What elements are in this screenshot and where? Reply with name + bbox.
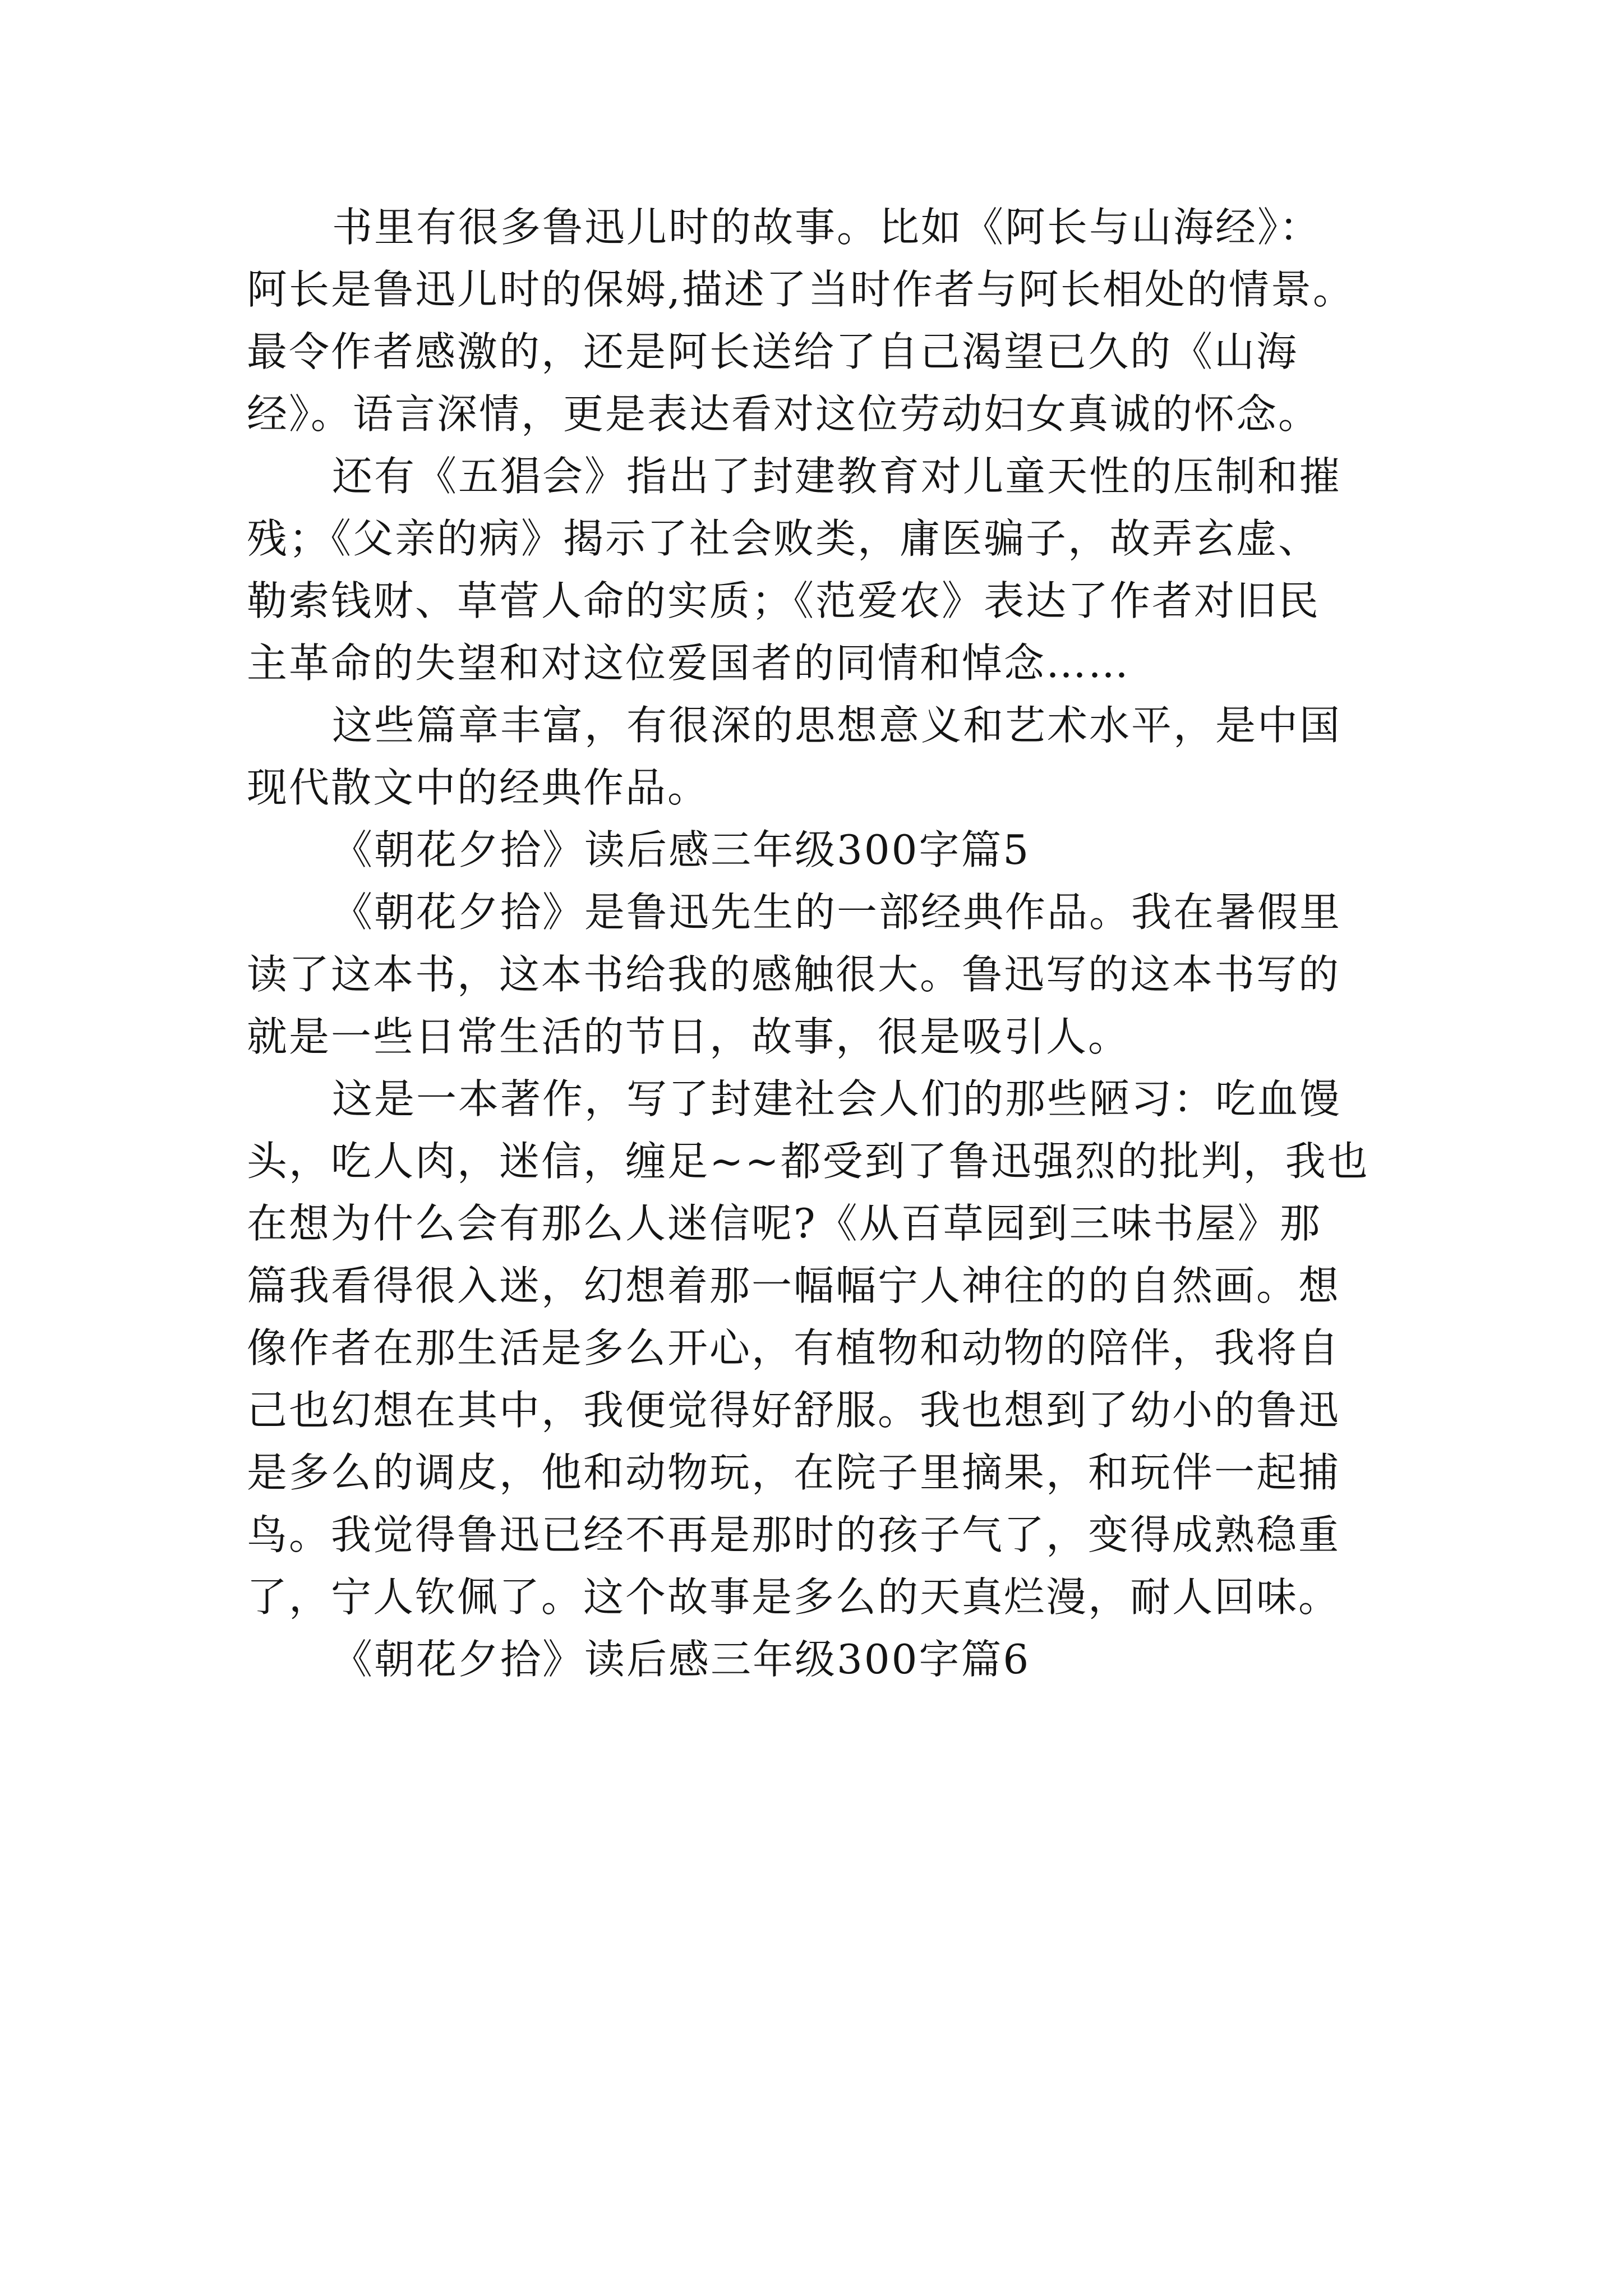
paragraph-line: 像作者在那生活是多么开心，有植物和动物的陪伴，我将自 [247, 1324, 1341, 1372]
paragraph-line: 读了这本书，这本书给我的感触很大。鲁迅写的这本书写的 [247, 951, 1341, 998]
paragraph-line: 勒索钱财、草菅人命的实质；《范爱农》表达了作者对旧民 [247, 577, 1321, 624]
paragraph-line: 书里有很多鲁迅儿时的故事。比如《阿长与山海经》： [332, 204, 1322, 251]
paragraph-line: 主革命的失望和对这位爱国者的同情和悼念…… [247, 639, 1131, 687]
paragraph-line: 就是一些日常生活的节日，故事，很是吸引人。 [247, 1013, 1131, 1060]
document-body [247, 196, 1436, 1691]
section-heading: 《朝花夕拾》读后感三年级300字篇6 [332, 1636, 1031, 1683]
paragraph-line: 在想为什么会有那么人迷信呢?《从百草园到三味书屋》那 [247, 1200, 1322, 1247]
paragraph-line: 篇我看得很入迷，幻想着那一幅幅宁人神往的的自然画。想 [247, 1262, 1341, 1309]
paragraph-line: 是多么的调皮，他和动物玩，在院子里摘果，和玩伴一起捕 [247, 1449, 1341, 1496]
paragraph-line: 了，宁人钦佩了。这个故事是多么的天真烂漫，耐人回味。 [247, 1573, 1341, 1621]
paragraph-line: 己也幻想在其中，我便觉得好舒服。我也想到了幼小的鲁迅 [247, 1387, 1341, 1434]
paragraph-line: 最令作者感激的，还是阿长送给了自己渴望已久的《山海 [247, 328, 1299, 375]
paragraph-line: 这些篇章丰富，有很深的思想意义和艺术水平，是中国 [332, 702, 1342, 749]
paragraph-line: 残；《父亲的病》揭示了社会败类，庸医骗子，故弄玄虚、 [247, 515, 1321, 562]
paragraph-line: 还有《五猖会》指出了封建教育对儿童天性的压制和摧 [332, 453, 1342, 500]
paragraph-line: 现代散文中的经典作品。 [247, 764, 710, 811]
paragraph-line: 阿长是鲁迅儿时的保姆,描述了当时作者与阿长相处的情景。 [247, 266, 1355, 313]
paragraph-line: 《朝花夕拾》是鲁迅先生的一部经典作品。我在暑假里 [332, 889, 1342, 936]
paragraph-line: 头，吃人肉，迷信，缠足~~都受到了鲁迅强烈的批判，我也 [247, 1138, 1370, 1185]
paragraph-line: 经》。语言深情，更是表达看对这位劳动妇女真诚的怀念。 [247, 390, 1321, 438]
paragraph-line: 这是一本著作，写了封建社会人们的那些陋习：吃血馒 [332, 1075, 1342, 1122]
section-heading: 《朝花夕拾》读后感三年级300字篇5 [332, 826, 1031, 873]
paragraph-line: 鸟。我觉得鲁迅已经不再是那时的孩子气了，变得成熟稳重 [247, 1511, 1341, 1558]
